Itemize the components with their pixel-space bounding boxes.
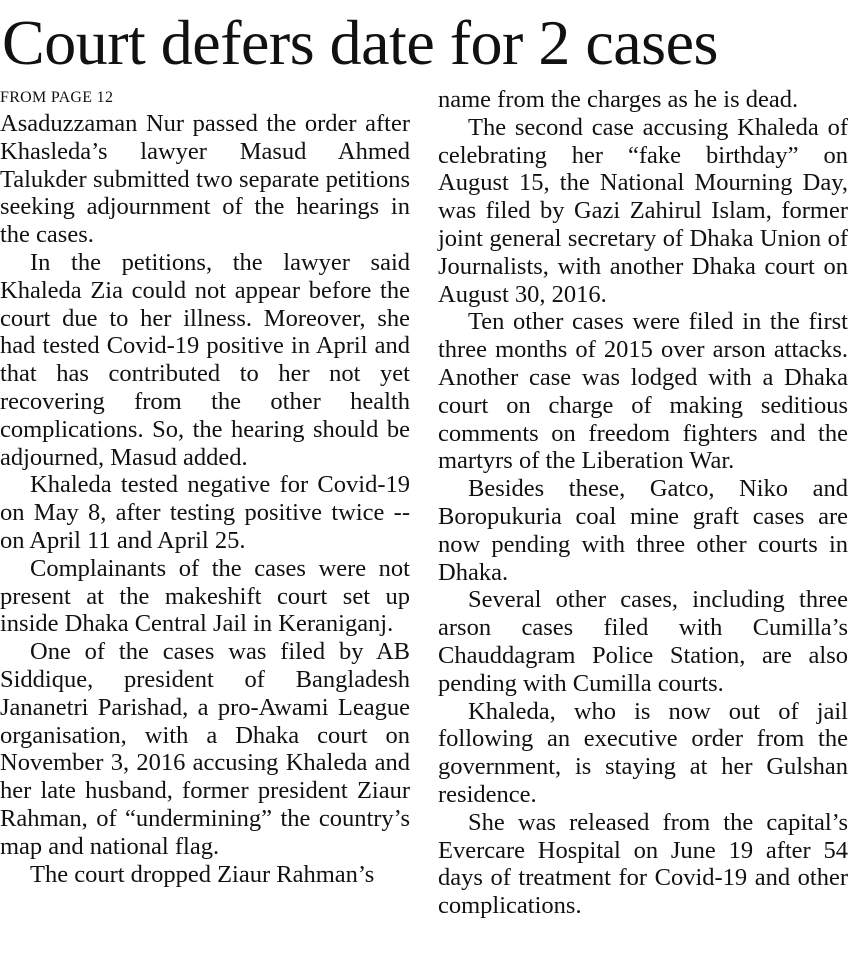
headline: Court defers date for 2 cases <box>2 7 718 78</box>
paragraph: In the petitions, the lawyer said Khaleda Zia could not appear before the court due to her illness. Moreover, she had tested Covid-19 positive in April and that has contributed to her not yet recovering from the other health complications. So, the hearing should be adjourned, Masud added. <box>0 248 410 471</box>
paragraph: name from the charges as he is dead. <box>438 86 799 113</box>
paragraph: Khaleda, who is now out of jail following an executive order from the government, is staying at her Gulshan residence. <box>438 697 848 808</box>
paragraph: The second case accusing Khaleda of celebrating her “fake birthday” on August 15, the National Mourning Day, was filed by Gazi Zahirul Islam, former joint general secretary of Dhaka Union of Journalists, with another Dhaka court on August 30, 2016. <box>438 113 848 308</box>
left-column <box>0 86 410 888</box>
paragraph: Several other cases, including three arson cases filed with Cumilla’s Chauddagram Police Station, are also pending with Cumilla courts. <box>438 586 848 697</box>
jump-line: FROM PAGE 12 <box>0 89 114 106</box>
paragraph: Besides these, Gatco, Niko and Boropukuria coal mine graft cases are now pending with three other courts in Dhaka. <box>438 475 848 586</box>
paragraph: The court dropped Ziaur Rahman’s <box>30 860 375 888</box>
paragraph: Asaduzzaman Nur passed the order after Khasleda’s lawyer Masud Ahmed Talukder submitted two separate petitions seeking adjournment of the hearings in the cases. <box>0 110 410 249</box>
paragraph: Ten other cases were filed in the first three months of 2015 over arson attacks. Another case was lodged with a Dhaka court on charge of making seditious comments on freedom fighters and the martyrs of the Liberation War. <box>438 308 848 475</box>
paragraph: One of the cases was filed by AB Siddique, president of Bangladesh Jananetri Parishad, a pro-Awami League organisation, with a Dhaka court on November 3, 2016 accusing Khaleda and her late husband, former president Ziaur Rahman, of “undermining” the country’s map and national flag. <box>0 638 410 860</box>
paragraph: Complainants of the cases were not present at the makeshift court set up inside Dhaka Central Jail in Keraniganj. <box>0 554 410 638</box>
paragraph: She was released from the capital’s Evercare Hospital on June 19 after 54 days of treatment for Covid-19 and other complications. <box>438 808 848 920</box>
right-column <box>438 86 848 920</box>
paragraph: Khaleda tested negative for Covid-19 on May 8, after testing positive twice -- on April 11 and April 25. <box>0 471 410 554</box>
